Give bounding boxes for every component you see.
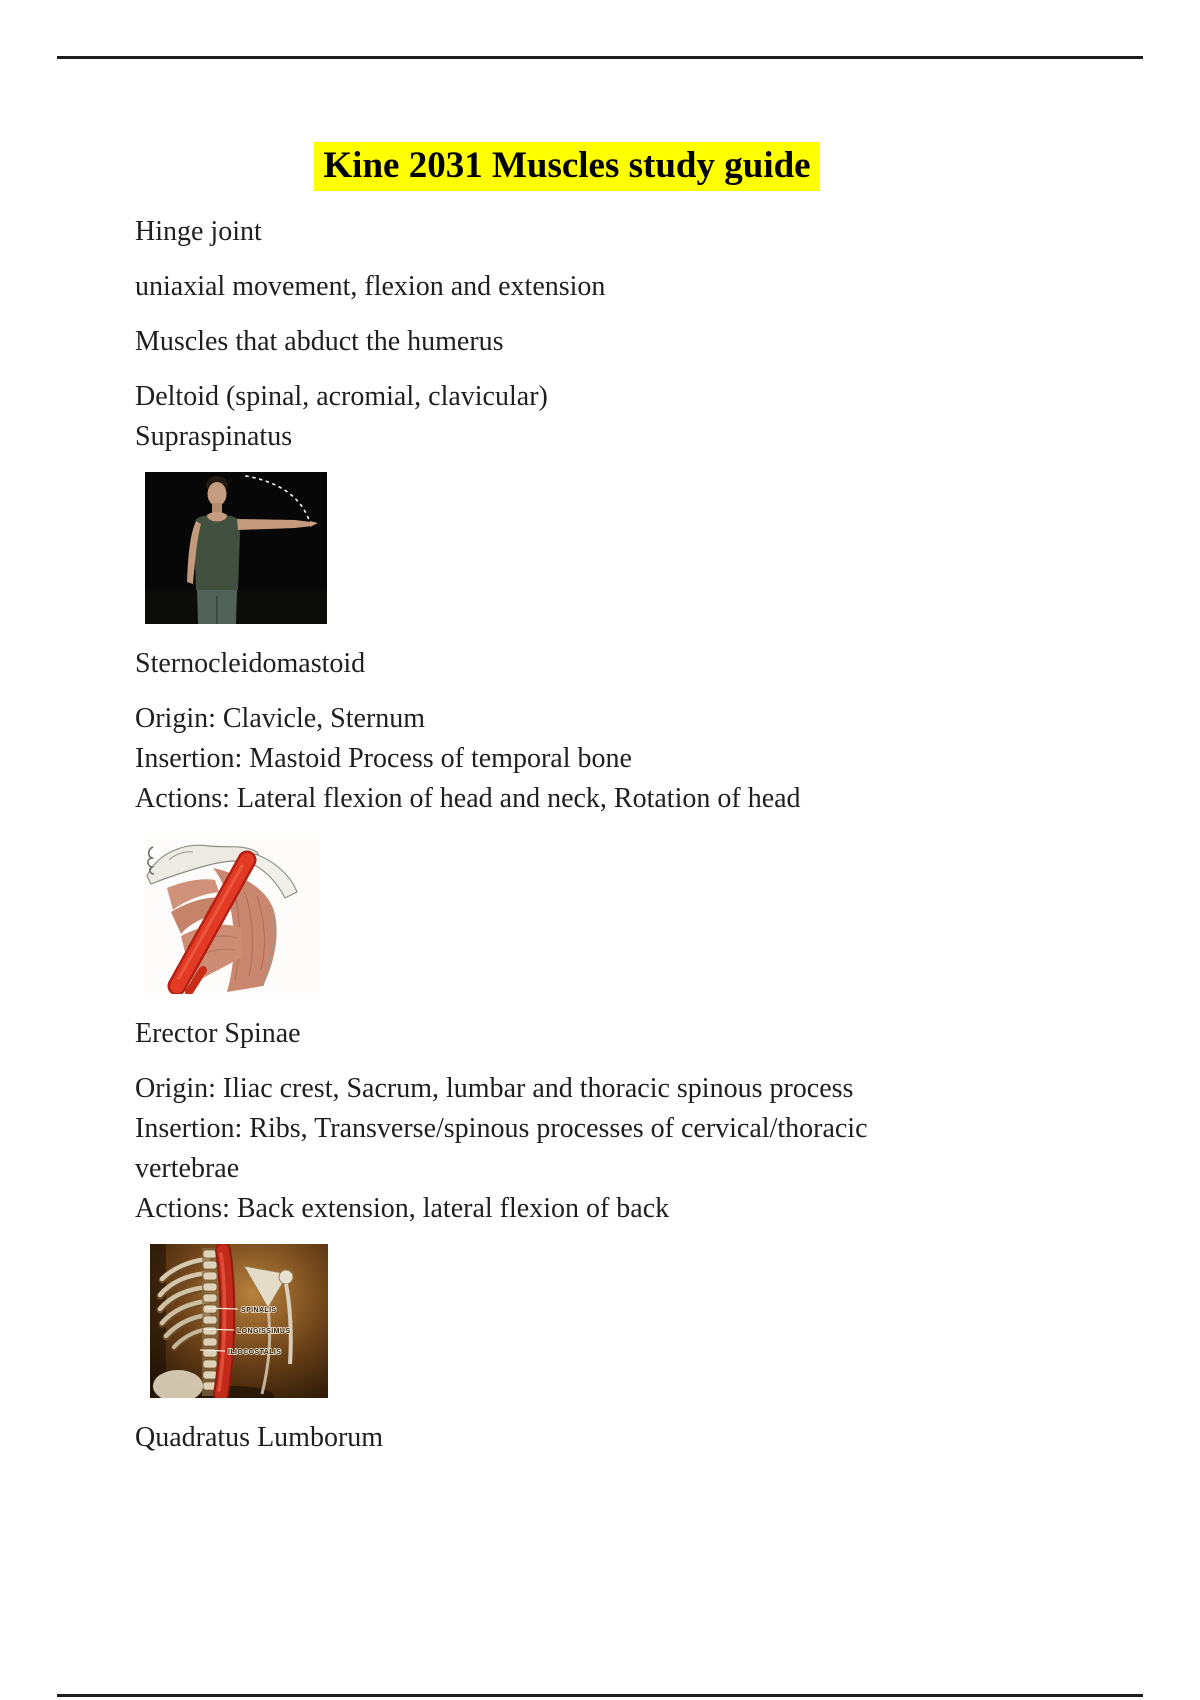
paragraph-uniaxial [135,267,1065,307]
label-longissimus: LONGISSIMUS [237,1328,291,1335]
back-anatomy-figure [150,1244,1065,1398]
label-spinalis: SPINALIS [241,1307,277,1314]
text-quadratus-heading: Quadratus Lumborum [135,1422,384,1453]
head [208,482,227,506]
document-body [135,140,1065,1473]
paragraph-scm-heading [135,644,1065,684]
text-scm-heading: Sternocleidomastoid [135,648,366,679]
paragraph-scm-details [135,699,1065,819]
text-uniaxial: uniaxial movement, flexion and extension [135,271,606,302]
page-title [135,140,999,192]
text-hinge-joint: Hinge joint [135,216,262,247]
neck-anatomy-figure [143,834,1065,994]
page-title-highlight: Kine 2031 Muscles study guide [314,142,819,191]
abduction-photo [145,472,1065,624]
paragraph-quadratus-heading [135,1418,1065,1458]
text-scm-actions: Actions: Lateral flexion of head and neck, Rotation of head [135,783,801,814]
tank-top [194,516,240,590]
sternocleidomastoid-illustration [143,834,321,994]
text-scm-insertion: Insertion: Mastoid Process of temporal bone [135,743,632,774]
paragraph-erector-heading [135,1014,1065,1054]
bottom-rule [57,1694,1143,1697]
text-scm-origin: Origin: Clavicle, Sternum [135,703,426,734]
erector-spinae-muscle [219,1250,227,1394]
text-erector-insertion-2: vertebrae [135,1153,240,1184]
paragraph-erector-details [135,1069,1065,1229]
text-abduct-heading: Muscles that abduct the humerus [135,326,504,357]
text-erector-heading: Erector Spinae [135,1018,301,1049]
text-supraspinatus: Supraspinatus [135,421,293,452]
text-erector-actions: Actions: Back extension, lateral flexion of back [135,1193,670,1224]
label-iliocostalis: ILIOCOSTALIS [228,1349,282,1356]
text-deltoid: Deltoid (spinal, acromial, clavicular) [135,381,548,412]
paragraph-abduct-heading [135,322,1065,362]
paragraph-abductor-muscles [135,377,1065,457]
text-erector-origin: Origin: Iliac crest, Sacrum, lumbar and thoracic spinous process [135,1073,854,1104]
abduction-photo-image [145,472,327,624]
spine-column [202,1248,218,1396]
paragraph-hinge-joint [135,212,1065,252]
erector-spinae-render [150,1244,328,1398]
text-erector-insertion-1: Insertion: Ribs, Transverse/spinous processes of cervical/thoracic [135,1113,868,1144]
top-rule [57,56,1143,59]
